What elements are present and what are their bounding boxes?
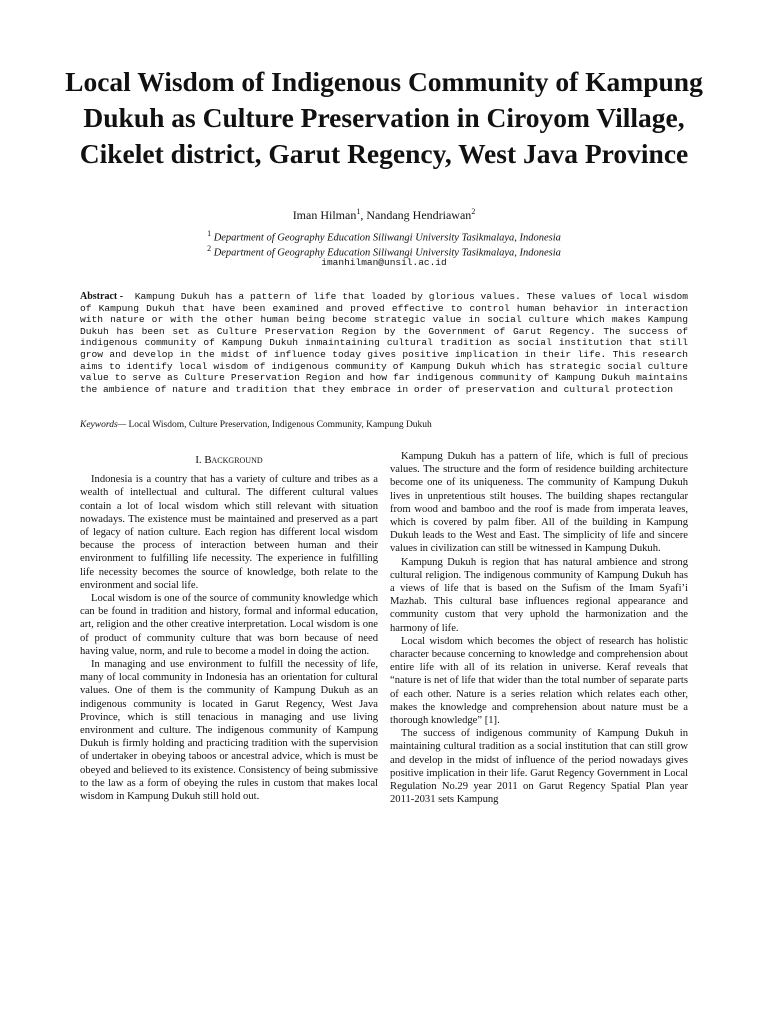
author-1-sup: 1 — [356, 207, 361, 216]
left-column — [80, 450, 378, 803]
author-2-sup: 2 — [471, 207, 476, 216]
abstract — [80, 291, 688, 395]
authors-line — [0, 207, 768, 223]
keywords — [80, 420, 688, 430]
section-title: Background — [204, 454, 263, 466]
keywords-label: Keywords— — [80, 420, 127, 430]
email-address: imanhilman@unsil.ac.id — [321, 257, 447, 268]
author-separator: , — [360, 208, 367, 222]
affiliation-2-text: Department of Geography Education Siliwangi University Tasikmalaya, Indonesia — [213, 247, 561, 259]
left-paragraph: Local wisdom is one of the source of community knowledge which can be found in tradition and history, formal and informal education, art, religion and the other creative interpretation. Local wisdom is one of product of community culture that was born because of need having value, norm, and rule to become a model in doing the action. — [80, 593, 378, 657]
abstract-text: Kampung Dukuh has a pattern of life that loaded by glorious values. These values of local wisdom of Kampung Dukuh that have been examined and proved effective to control human behavior in interaction with nature or with the other human being become strategic value in social culture which makes Kampung Dukuh has been set as Culture Preservation Region by the Government of Garut Regency. The success of indigenous community of Kampung Dukuh inmaintaining cultural tradition as social institution that still grow and develop in the midst of influence today gives positive implication in their life. This research aims to identify local wisdom of indigenous community of Kampung Dukuh which has strategic social culture value to serve as Culture Preservation Region and how far indigenous community of Kampung Dukuh maintains the ambience of nature and tradition that they embrace in order of preservation and cultural protection — [80, 291, 688, 395]
right-column — [390, 450, 688, 806]
affiliation-1-text: Department of Geography Education Siliwangi University Tasikmalaya, Indonesia — [213, 232, 561, 244]
right-paragraph: The success of indigenous community of Kampung Dukuh in maintaining cultural tradition as a social institution that can still grow and develop in the midst of influence of the period nowadays gives positive implication in their life. Garut Regency Government in Local Regulation No.29 year 2011 on Garut Regency Spatial Plan year 2011-2031 sets Kampung — [390, 728, 688, 806]
abstract-label: Abstract - — [80, 291, 124, 302]
affiliation-1 — [0, 229, 768, 244]
right-paragraph: Kampung Dukuh is region that has natural ambience and strong cultural religion. The indigenous community of Kampung Dukuh has a views of life that is based on the Sufism of the Imam Syafi’i Mazhab. This cultural base influences regional appearance and community custom that very uphold the harmonization and the harmony of life. — [390, 556, 688, 634]
section-heading — [80, 454, 378, 467]
keywords-text: Local Wisdom, Culture Preservation, Indigenous Community, Kampung Dukuh — [126, 420, 432, 430]
affiliation-2-sup: 2 — [207, 244, 212, 253]
left-paragraph: In managing and use environment to fulfill the necessity of life, many of local community in Indonesia has an orientation for cultural values. One of them is the community of Kampung Dukuh as an indigenous community is located in Garut Regency, West Java Province, which is still tenacious in managing and use living environment and culture. The indigenous community of Kampung Dukuh is firmly holding and practicing tradition with the supervision of undertaker in obeying taboos or ancestral advice, which is must be obeyed and believed to its existence. Consistency of being submissive to the law as a form of obeying the rules in custom that makes local wisdom in Kampung Dukuh still hold out. — [80, 659, 378, 803]
right-paragraph: Kampung Dukuh has a pattern of life, which is full of precious values. The structure and the form of residence building architecture become one of its uniqueness. The community of Kampung Dukuh lives in unpretentious stilt houses. The building shapes rectangular from wood and bamboo and the roof is made from imperata leaves, which is covered by palm fiber. All of the building in Kampung Dukuh leads to the West and East. The simplicity of life and sincere values in civilization can still be witnessed in Kampung Dukuh. — [390, 451, 688, 555]
right-paragraph: Local wisdom which becomes the object of research has holistic character because concerning to knowledge and comprehension about entire life with all of its relation in universe. Keraf reveals that “nature is net of life that wider than the total number of separate parts of each other. Nature is a series relation which relates each other, makes the knowledge and comprehension about nature must be a thorough knowledge” [1]. — [390, 635, 688, 727]
paper-title: Local Wisdom of Indigenous Community of Kampung Dukuh as Culture Preservation in Ciroyom Village, Cikelet district, Garut Regency, West Java Province — [65, 66, 703, 169]
author-2: Nandang Hendriawan — [366, 208, 472, 222]
affiliation-1-sup: 1 — [207, 229, 212, 238]
author-1: Iman Hilman — [292, 208, 357, 222]
left-paragraph: Indonesia is a country that has a variety of culture and tribes as a wealth of intellectual and cultural. The different cultural values contain a lot of local wisdom which still relevant with situation nowadays. The existence must be maintained and preserved as a part of legacy of nation culture. Each region has different local wisdom because the process of interaction between human and their environment to fulfilling life necessity. The experience in fulfilling life necessity becomes the source of knowledge, both relate to the environment and social life. — [80, 474, 378, 591]
section-number: I. — [195, 454, 202, 466]
